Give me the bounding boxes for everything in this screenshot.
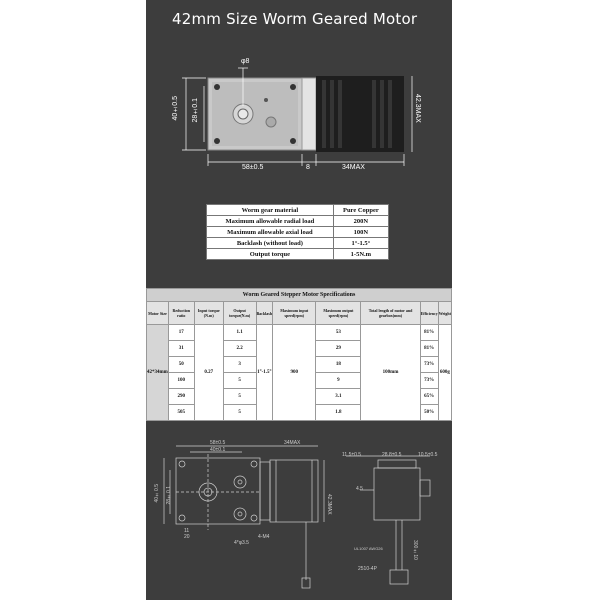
spec-value: 1-5N.m [333, 249, 388, 260]
output-torque-cell: 3 [223, 357, 256, 373]
output-torque-cell: 5 [223, 389, 256, 405]
drawing-bottom-a: 11 [184, 528, 190, 534]
spec-value: Pure Copper [333, 205, 388, 216]
page-title: 42mm Size Worm Geared Motor [172, 10, 418, 28]
max-input-speed-cell: 900 [273, 325, 316, 421]
stepper-row [147, 325, 452, 341]
stepper-header: Maximum input speed(rpm) [273, 302, 316, 325]
spec-row [207, 227, 389, 238]
output-torque-cell: 5 [223, 405, 256, 421]
drawing-rv-cable: UL1007 AWG26 [354, 546, 383, 551]
height-outer-label: 40±0.5 [172, 96, 179, 121]
height-inner-label: 28±0.1 [192, 98, 199, 123]
spec-value: 1°-1.5° [333, 238, 388, 249]
drawing-bottom-c: 4-M4 [258, 534, 270, 540]
output-speed-cell: 18 [316, 357, 361, 373]
spec-row [207, 249, 389, 260]
drawing-rv-top-c: 10.5±0.5 [418, 452, 438, 458]
stepper-header: Input torque (N.m) [194, 302, 223, 325]
ratio-cell: 100 [168, 373, 194, 389]
spec-row [207, 216, 389, 227]
drawing-top-motor: 34MAX [284, 440, 301, 446]
backlash-cell: 1°-1.5° [256, 325, 273, 421]
shaft-dia-label: φ8 [241, 58, 250, 65]
stepper-table-caption: Worm Geared Stepper Motor Specifications [147, 289, 452, 302]
output-speed-cell: 53 [316, 325, 361, 341]
drawing-rv-conn: 2510-4P [358, 566, 377, 572]
length-gearbox-label: 58±0.5 [242, 164, 264, 171]
motor-length-label: 34MAX [342, 164, 365, 171]
efficiency-cell: 65% [420, 389, 438, 405]
ratio-cell: 17 [168, 325, 194, 341]
output-torque-cell: 2.2 [223, 341, 256, 357]
spec-label: Worm gear material [207, 205, 334, 216]
drawing-bottom-b: 20 [184, 534, 190, 540]
efficiency-cell: 81% [420, 341, 438, 357]
drawing-motor-size: 42.3MAX [326, 494, 332, 515]
stepper-header: Weight [438, 302, 451, 325]
output-speed-cell: 29 [316, 341, 361, 357]
stepper-spec-table [146, 288, 452, 421]
stepper-header: Total length of motor and gearbox(mm) [361, 302, 420, 325]
output-speed-cell: 3.1 [316, 389, 361, 405]
total-length-cell: 100mm [361, 325, 420, 421]
efficiency-cell: 73% [420, 357, 438, 373]
spec-row [207, 205, 389, 216]
input-torque-cell: 0.27 [194, 325, 223, 421]
ratio-cell: 50 [168, 357, 194, 373]
spec-label: Output torque [207, 249, 334, 260]
stepper-header: Efficiency [420, 302, 438, 325]
spec-row [207, 238, 389, 249]
drawing-left-inner: 28±0.1 [166, 486, 172, 505]
stepper-header: Motor Size [147, 302, 169, 325]
efficiency-cell: 50% [420, 405, 438, 421]
drawing-top-length: 58±0.5 [210, 440, 226, 446]
efficiency-cell: 81% [420, 325, 438, 341]
drawing-rv-len: 300±10 [412, 540, 418, 560]
output-torque-cell: 5 [223, 373, 256, 389]
drawing-rv-mid: 4.5 [356, 486, 363, 492]
output-torque-cell: 1.1 [223, 325, 256, 341]
gap-label: 8 [306, 164, 310, 171]
ratio-cell: 505 [168, 405, 194, 421]
technical-drawing [146, 430, 452, 600]
output-speed-cell: 9 [316, 373, 361, 389]
efficiency-cell: 73% [420, 373, 438, 389]
ratio-cell: 290 [168, 389, 194, 405]
spec-label: Backlash (without load) [207, 238, 334, 249]
drawing-left-dim: 40±0.5 [154, 484, 160, 503]
spec-table [206, 204, 389, 260]
spec-value: 200N [333, 216, 388, 227]
output-speed-cell: 1.8 [316, 405, 361, 421]
spec-label: Maximum allowable radial load [207, 216, 334, 227]
drawing-rv-top-b: 28.8±0.5 [382, 452, 402, 458]
motor-size-label: 42.3MAX [414, 94, 421, 123]
drawing-bottom-d: 4*φ3.5 [234, 540, 249, 546]
weight-cell: 600g [438, 325, 451, 421]
drawing-top-sub: 40±0.1 [210, 447, 226, 453]
drawing-rv-top-a: 11.5±0.5 [342, 452, 362, 458]
stepper-header: Backlash [256, 302, 273, 325]
product-panel [146, 0, 452, 600]
motor-size-cell: 42*34mm [147, 325, 169, 421]
spec-label: Maximum allowable axial load [207, 227, 334, 238]
stepper-header: Reduction ratio [168, 302, 194, 325]
stepper-header: Output torque(N.m) [223, 302, 256, 325]
ratio-cell: 31 [168, 341, 194, 357]
stepper-header: Maximum output speed(rpm) [316, 302, 361, 325]
spec-value: 100N [333, 227, 388, 238]
